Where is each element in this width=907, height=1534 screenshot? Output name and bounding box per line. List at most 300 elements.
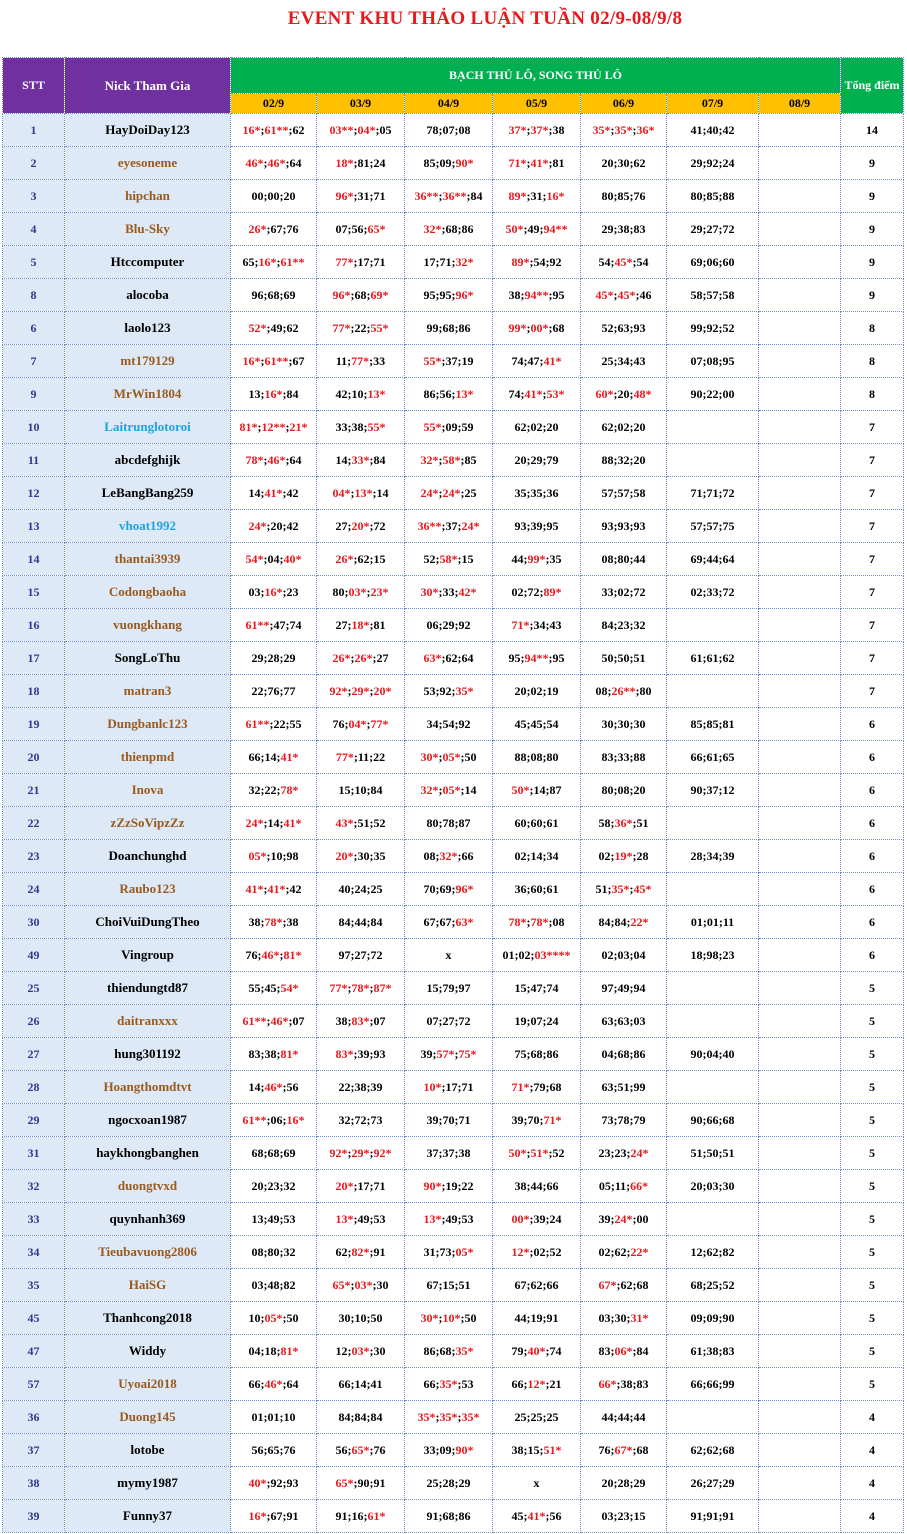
day-cell: 41*;41*;42 [231, 873, 317, 906]
number-token: 13* [354, 485, 373, 500]
number-token: 24* [461, 518, 480, 533]
number-token: 40 [338, 881, 351, 896]
date-header: 06/9 [581, 94, 667, 114]
day-cell: 39;24*;00 [581, 1203, 667, 1236]
row-total: 4 [841, 1401, 904, 1434]
number-token: 77* [329, 980, 348, 995]
day-cell [759, 1236, 841, 1269]
number-token: 86 [546, 1046, 559, 1061]
day-cell [759, 576, 841, 609]
day-cell: 88;08;80 [493, 741, 581, 774]
number-token: 92* [373, 1145, 392, 1160]
row-nick: HayDoiDay123 [65, 114, 231, 147]
number-token: 38 [508, 287, 521, 302]
number-token: 71 [458, 1112, 471, 1127]
number-token: 99 [722, 1376, 735, 1391]
row-stt: 20 [3, 741, 65, 774]
number-token: 23 [598, 1145, 611, 1160]
day-cell [667, 1203, 759, 1236]
number-token: 83 [598, 1343, 611, 1358]
number-token: 32* [455, 254, 474, 269]
day-cell: 62;02;20 [493, 411, 581, 444]
number-token: 10 [354, 782, 367, 797]
number-token: 12 [335, 1343, 348, 1358]
number-token: 60 [530, 815, 543, 830]
number-token: 76 [598, 1442, 611, 1457]
row-nick: ChoiVuiDungTheo [65, 906, 231, 939]
row-total: 9 [841, 279, 904, 312]
day-cell: 91;91;91 [667, 1500, 759, 1533]
number-token: 31 [423, 1244, 436, 1259]
number-token: 09 [439, 155, 452, 170]
number-token: 22* [630, 1244, 649, 1259]
number-token: 74 [549, 1343, 562, 1358]
day-cell: 88;32;20 [581, 444, 667, 477]
number-token: 81* [280, 1046, 299, 1061]
number-token: 66 [338, 1376, 351, 1391]
number-token: 36** [414, 188, 439, 203]
day-cell: 02;62;22* [581, 1236, 667, 1269]
number-token: 78* [245, 452, 264, 467]
day-cell [759, 1302, 841, 1335]
row-nick: vuongkhang [65, 609, 231, 642]
number-token: 09 [690, 1310, 703, 1325]
number-token: 32* [439, 848, 458, 863]
row-total: 6 [841, 741, 904, 774]
number-token: 20* [335, 848, 354, 863]
number-token: 29 [442, 617, 455, 632]
day-cell: 07;27;72 [405, 1005, 493, 1038]
number-token: 23 [617, 1508, 630, 1523]
number-token: 81* [280, 1343, 299, 1358]
number-token: 91 [373, 1475, 386, 1490]
number-token: 56 [286, 1079, 299, 1094]
date-header: 05/9 [493, 94, 581, 114]
day-cell: 17;71;32* [405, 246, 493, 279]
number-token: 63 [601, 1079, 614, 1094]
number-token: 34 [533, 617, 546, 632]
table-row [3, 246, 904, 279]
results-table [2, 57, 904, 1533]
day-cell: 02;72;89* [493, 576, 581, 609]
table-row [3, 576, 904, 609]
day-cell: 12*;02;52 [493, 1236, 581, 1269]
number-token: 54* [280, 980, 299, 995]
number-token: 52 [549, 1244, 562, 1259]
table-row [3, 1302, 904, 1335]
number-token: 75* [458, 1046, 477, 1061]
number-token: 35 [373, 848, 386, 863]
number-token: 58 [633, 485, 646, 500]
number-token: 23 [267, 1178, 280, 1193]
day-cell: 30*;33;42* [405, 576, 493, 609]
number-token: 27 [335, 617, 348, 632]
number-token: 25 [601, 353, 614, 368]
number-token: 66* [630, 1178, 649, 1193]
number-token: 06 [270, 1112, 283, 1127]
number-token: 64 [461, 650, 474, 665]
day-cell: 65*;90;91 [317, 1467, 405, 1500]
day-cell: 50*;14;87 [493, 774, 581, 807]
number-token: 33 [335, 419, 348, 434]
number-token: 75 [722, 518, 735, 533]
day-cell: 61**;06;16* [231, 1104, 317, 1137]
number-token: 10* [423, 1079, 442, 1094]
number-token: 92 [458, 617, 471, 632]
number-token: 35* [461, 1409, 480, 1424]
day-cell: 07;08;95 [667, 345, 759, 378]
number-token: 63 [601, 1013, 614, 1028]
day-cell [759, 1401, 841, 1434]
number-token: 24 [354, 881, 367, 896]
number-token: 02 [598, 848, 611, 863]
number-token: 29* [351, 1145, 370, 1160]
day-cell: 67;67;63* [405, 906, 493, 939]
day-cell: 38;44;66 [493, 1170, 581, 1203]
number-token: 38 [458, 1145, 471, 1160]
day-cell: 62;62;68 [667, 1434, 759, 1467]
number-token: 62 [690, 1442, 703, 1457]
number-token: 77* [335, 749, 354, 764]
number-token: 93 [514, 518, 527, 533]
day-cell: 02;19*;28 [581, 840, 667, 873]
day-cell [759, 1500, 841, 1533]
number-token: 43* [335, 815, 354, 830]
day-cell: 44;44;44 [581, 1401, 667, 1434]
number-token: 49 [270, 320, 283, 335]
number-token: 39 [370, 1079, 383, 1094]
number-token: 62 [620, 1277, 633, 1292]
day-cell: 84;84;22* [581, 906, 667, 939]
number-token: 30 [617, 155, 630, 170]
day-cell: 19;07;24 [493, 1005, 581, 1038]
number-token: 42 [286, 485, 299, 500]
row-nick: HaiSG [65, 1269, 231, 1302]
day-cell: 03;23;15 [581, 1500, 667, 1533]
number-token: 71 [461, 1079, 474, 1094]
day-cell [759, 1467, 841, 1500]
day-cell: 39;70;71* [493, 1104, 581, 1137]
day-cell: 37;37;38 [405, 1137, 493, 1170]
number-token: 32 [283, 1178, 296, 1193]
number-token: 71* [511, 1079, 530, 1094]
number-token: 66 [546, 1178, 559, 1193]
number-token: 30* [420, 1310, 439, 1325]
day-cell: 02;33;72 [667, 576, 759, 609]
number-token: 30 [376, 1277, 389, 1292]
number-token: 39 [426, 1112, 439, 1127]
number-token: 38 [286, 914, 299, 929]
number-token: 92 [706, 155, 719, 170]
number-token: 61** [245, 617, 270, 632]
day-cell: 52*;49;62 [231, 312, 317, 345]
number-token: 44 [511, 551, 524, 566]
day-cell: 38;78*;38 [231, 906, 317, 939]
day-cell: 03**;04*;05 [317, 114, 405, 147]
number-token: 08 [530, 749, 543, 764]
number-token: 62 [633, 155, 646, 170]
number-token: 41* [283, 815, 302, 830]
number-token: 48* [633, 386, 652, 401]
number-token: 50 [370, 1310, 383, 1325]
row-nick: Thanhcong2018 [65, 1302, 231, 1335]
number-token: 70 [527, 1112, 540, 1127]
number-token: 52 [722, 320, 735, 335]
table-row [3, 378, 904, 411]
number-token: 51 [595, 881, 608, 896]
day-cell: 80;85;76 [581, 180, 667, 213]
number-token: 57 [706, 287, 719, 302]
day-cell: 22;76;77 [231, 675, 317, 708]
day-cell: 03;16*;23 [231, 576, 317, 609]
number-token: 84 [338, 914, 351, 929]
table-row [3, 213, 904, 246]
number-token: 84 [373, 452, 386, 467]
row-stt: 9 [3, 378, 65, 411]
number-token: 84 [370, 1409, 383, 1424]
row-stt: 31 [3, 1137, 65, 1170]
number-token: 30* [420, 749, 439, 764]
table-row [3, 906, 904, 939]
number-token: 63* [423, 650, 442, 665]
table-row [3, 972, 904, 1005]
day-cell: 91;68;86 [405, 1500, 493, 1533]
number-token: 50 [286, 1310, 299, 1325]
number-token: 32 [283, 1244, 296, 1259]
number-token: 84 [338, 1409, 351, 1424]
number-token: 13* [335, 1211, 354, 1226]
day-cell: 77*;22;55* [317, 312, 405, 345]
day-cell: 18;98;23 [667, 939, 759, 972]
number-token: 66* [598, 1376, 617, 1391]
row-total: 6 [841, 906, 904, 939]
day-cell: 83*;39;93 [317, 1038, 405, 1071]
number-token: 50 [617, 650, 630, 665]
day-cell: 43*;51;52 [317, 807, 405, 840]
number-token: 18 [264, 1343, 277, 1358]
table-row [3, 675, 904, 708]
number-token: 73 [370, 1112, 383, 1127]
number-token: 10 [351, 386, 364, 401]
day-cell: 99;68;86 [405, 312, 493, 345]
number-token: 84 [636, 1343, 649, 1358]
number-token: 68 [354, 287, 367, 302]
number-token: 84 [601, 617, 614, 632]
row-stt: 5 [3, 246, 65, 279]
number-token: 29 [283, 650, 296, 665]
day-cell [759, 1005, 841, 1038]
number-token: 41* [543, 353, 562, 368]
number-token: 38 [511, 1442, 524, 1457]
day-cell: 26*;26*;27 [317, 642, 405, 675]
day-cell: 51;50;51 [667, 1137, 759, 1170]
number-token: 46 [639, 287, 652, 302]
number-token: 07 [690, 353, 703, 368]
row-stt: 23 [3, 840, 65, 873]
number-token: 52 [373, 815, 386, 830]
number-token: 83 [248, 1046, 261, 1061]
day-cell: 13*;49;53 [405, 1203, 493, 1236]
number-token: 00 [636, 1211, 649, 1226]
row-stt: 30 [3, 906, 65, 939]
number-token: 05 [598, 1178, 611, 1193]
number-token: 92 [270, 1475, 283, 1490]
day-cell: 65*;03*;30 [317, 1269, 405, 1302]
number-token: 81* [283, 947, 302, 962]
day-cell: 71*;79;68 [493, 1071, 581, 1104]
number-token: 17 [357, 254, 370, 269]
number-token: 27 [335, 518, 348, 533]
day-cell: 18*;81;24 [317, 147, 405, 180]
number-token: 02 [598, 1244, 611, 1259]
number-token: 33 [423, 1442, 436, 1457]
number-token: 51 [357, 815, 370, 830]
row-total: 6 [841, 774, 904, 807]
number-token: 03 [601, 1508, 614, 1523]
day-cell [759, 807, 841, 840]
number-token: 97 [458, 980, 471, 995]
number-token: 37* [530, 122, 549, 137]
number-token: 92* [329, 1145, 348, 1160]
table-row [3, 543, 904, 576]
number-token: 10 [354, 1310, 367, 1325]
row-nick: thantai3939 [65, 543, 231, 576]
day-cell: 22;38;39 [317, 1071, 405, 1104]
number-token: 22 [354, 320, 367, 335]
number-token: 20 [601, 155, 614, 170]
number-token: 44 [354, 914, 367, 929]
number-token: 67 [426, 1277, 439, 1292]
table-row [3, 741, 904, 774]
number-token: 17 [357, 1178, 370, 1193]
number-token: 91 [426, 1508, 439, 1523]
number-token: 26* [248, 221, 267, 236]
day-cell [667, 972, 759, 1005]
number-token: 12* [527, 1376, 546, 1391]
number-token: 18* [351, 617, 370, 632]
row-nick: LeBangBang259 [65, 477, 231, 510]
day-cell [667, 675, 759, 708]
number-token: 38 [514, 1178, 527, 1193]
row-nick: laolo123 [65, 312, 231, 345]
day-cell: 44;99*;35 [493, 543, 581, 576]
row-nick: Hoangthomdtvt [65, 1071, 231, 1104]
day-cell: 26*;62;15 [317, 543, 405, 576]
row-nick: Dungbanlc123 [65, 708, 231, 741]
number-token: 69* [370, 287, 389, 302]
number-token: 78 [617, 1112, 630, 1127]
number-token: 56 [335, 1442, 348, 1457]
number-token: 57 [617, 485, 630, 500]
number-token: 99 [426, 320, 439, 335]
number-token: 94** [543, 221, 568, 236]
number-token: 96* [332, 287, 351, 302]
number-token: 16* [242, 122, 261, 137]
number-token: 13* [455, 386, 474, 401]
number-token: 66 [248, 1376, 261, 1391]
number-token: 90 [690, 1046, 703, 1061]
number-token: 58* [442, 452, 461, 467]
number-token: 16 [351, 1508, 364, 1523]
number-token: 20 [283, 188, 296, 203]
number-token: 64 [289, 155, 302, 170]
table-row [3, 180, 904, 213]
row-stt: 12 [3, 477, 65, 510]
day-cell: 52;63;93 [581, 312, 667, 345]
day-cell: 28;34;39 [667, 840, 759, 873]
number-token: 68 [267, 1145, 280, 1160]
day-cell: 55*;37;19 [405, 345, 493, 378]
number-token: 52 [722, 1277, 735, 1292]
row-total: 4 [841, 1434, 904, 1467]
table-row [3, 279, 904, 312]
day-cell: 77*;78*;87* [317, 972, 405, 1005]
number-token: 56 [351, 221, 364, 236]
row-stt: 19 [3, 708, 65, 741]
number-token: 69 [439, 881, 452, 896]
day-cell [759, 1203, 841, 1236]
number-token: 10 [270, 848, 283, 863]
day-cell: 32;22;78* [231, 774, 317, 807]
number-token: 08 [251, 1244, 264, 1259]
row-stt: 49 [3, 939, 65, 972]
number-token: 83 [601, 749, 614, 764]
number-token: 02 [511, 584, 524, 599]
day-cell: 36**;36**;84 [405, 180, 493, 213]
number-token: 14 [248, 1079, 261, 1094]
day-cell: 66;14;41* [231, 741, 317, 774]
day-cell: 20;28;29 [581, 1467, 667, 1500]
number-token: 42* [458, 584, 477, 599]
number-token: 97 [601, 980, 614, 995]
number-token: 33 [442, 584, 455, 599]
day-cell: 08;80;32 [231, 1236, 317, 1269]
number-token: 88 [722, 188, 735, 203]
table-row [3, 1434, 904, 1467]
number-token: 77* [370, 716, 389, 731]
number-token: 42 [335, 386, 348, 401]
table-row [3, 1335, 904, 1368]
number-token: 39 [533, 1211, 546, 1226]
row-total: 5 [841, 1302, 904, 1335]
number-token: 90 [357, 1475, 370, 1490]
number-token: 05* [248, 848, 267, 863]
number-token: 47 [273, 617, 286, 632]
number-token: 35* [455, 683, 474, 698]
number-token: 04 [633, 947, 646, 962]
number-token: 65* [335, 1475, 354, 1490]
day-cell [759, 1038, 841, 1071]
number-token: 72 [527, 584, 540, 599]
number-token: 57 [690, 518, 703, 533]
day-cell [759, 213, 841, 246]
table-row [3, 411, 904, 444]
number-token: 21* [289, 419, 308, 434]
number-token: 80 [617, 551, 630, 566]
number-token: 76 [245, 947, 258, 962]
number-token: 16* [258, 254, 277, 269]
day-cell [759, 873, 841, 906]
number-token: 51 [690, 1145, 703, 1160]
number-token: 54 [636, 254, 649, 269]
number-token: 54* [245, 551, 264, 566]
day-cell: 92*;29*;92* [317, 1137, 405, 1170]
number-token: 62 [286, 320, 299, 335]
day-cell: 34;54;92 [405, 708, 493, 741]
row-nick: vhoat1992 [65, 510, 231, 543]
day-cell [759, 1434, 841, 1467]
day-cell: 32*;05*;14 [405, 774, 493, 807]
